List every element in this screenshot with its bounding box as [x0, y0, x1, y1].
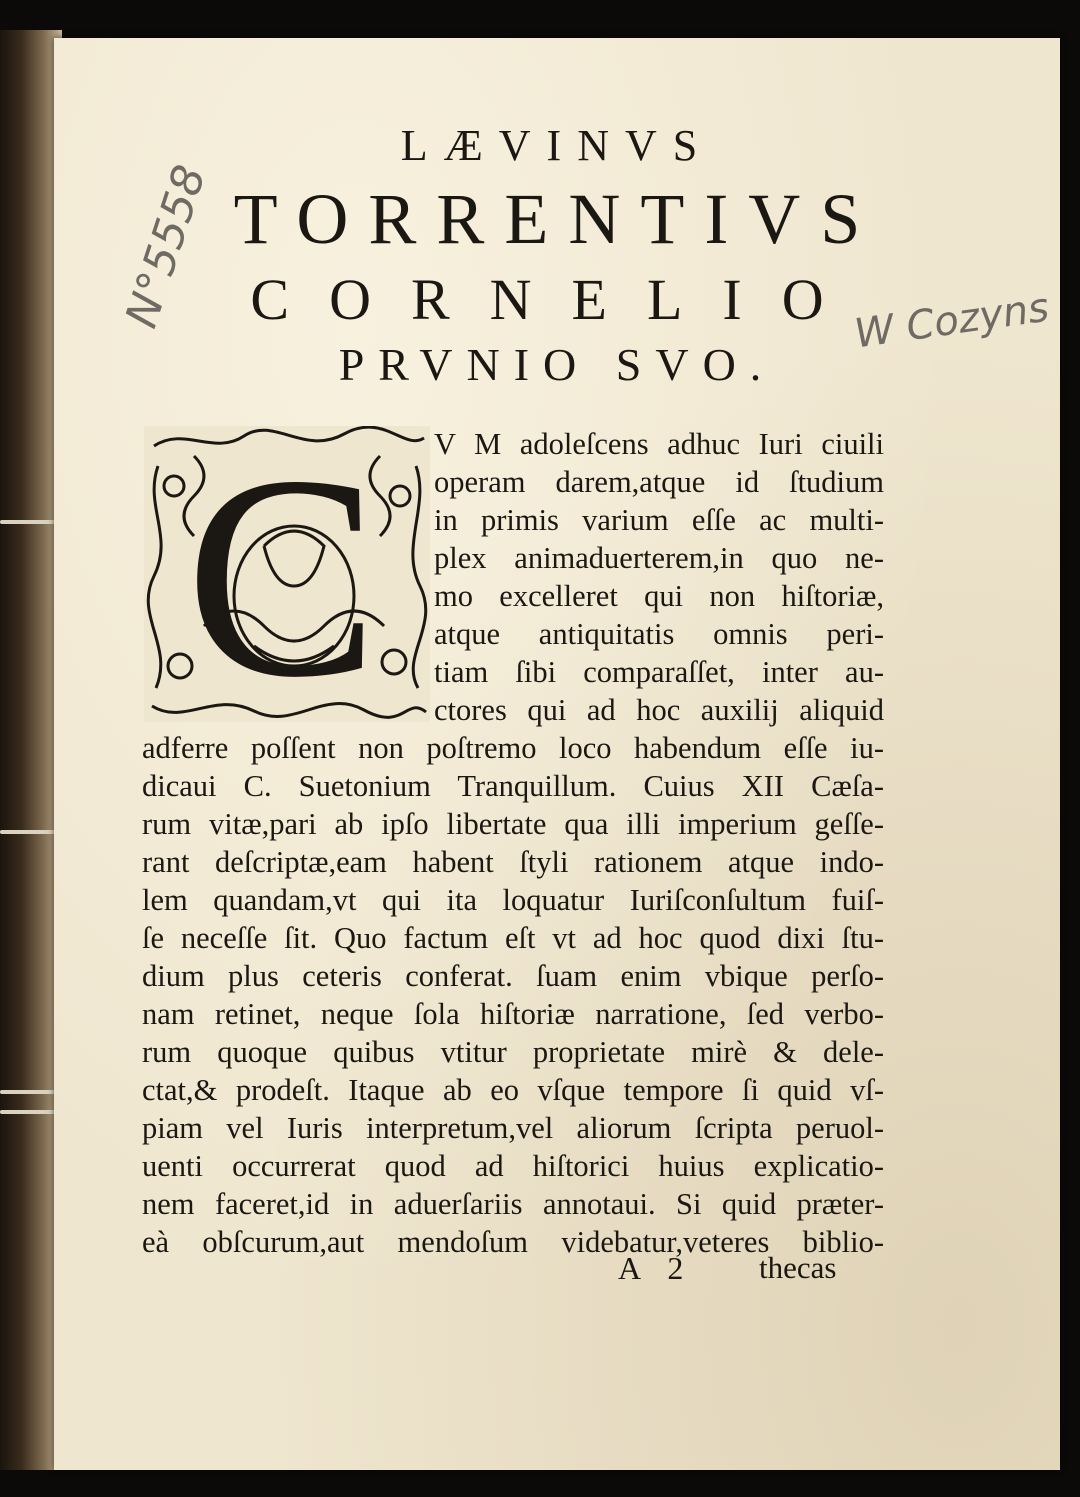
- text-line: operam darem,atque id ſtudium: [434, 465, 884, 499]
- text-line: V M adoleſcens adhuc Iuri ciuili: [434, 427, 884, 461]
- catchword: thecas: [759, 1250, 837, 1285]
- text-line: dium plus ceteris conferat. ſuam enim vbique perſo-: [142, 959, 884, 993]
- text-line: dicaui C. Suetonium Tranquillum. Cuius XII Cæſa-: [142, 769, 884, 803]
- title-line-3: CORNELIO: [250, 267, 864, 332]
- text-line: atque antiquitatis omnis peri-: [434, 617, 884, 651]
- text-line: rum vitæ,pari ab ipſo libertate qua illi imperium geſſe-: [142, 807, 884, 841]
- text-line: nem faceret,id in aduerſariis annotaui. Si quid præter-: [142, 1187, 884, 1221]
- text-line: plex animaduerterem,in quo ne-: [434, 541, 884, 575]
- handwritten-note: W Cozyns: [851, 284, 1052, 358]
- book-page: [54, 38, 1060, 1470]
- text-line: rum quoque quibus vtitur proprietate mirè & dele-: [142, 1035, 884, 1069]
- decorated-initial-c-icon: [144, 426, 430, 722]
- text-line: rant deſcriptæ,eam habent ſtyli rationem atque indo-: [142, 845, 884, 879]
- title-line-4: PRVNIO SVO.: [338, 339, 776, 390]
- text-line: ſe neceſſe ſit. Quo factum eſt vt ad hoc quod dixi ſtu-: [142, 921, 884, 955]
- title-line-1: LÆVINVS: [400, 121, 714, 170]
- binding-thread: [0, 1110, 60, 1114]
- text-line: in primis varium eſſe ac multi-: [434, 503, 884, 537]
- text-line: ctat,& prodeſt. Itaque ab eo vſque tempore ſi quid vſ-: [142, 1073, 884, 1107]
- text-line: eà obſcurum,aut mendoſum videbatur,veteres biblio-: [142, 1225, 884, 1259]
- shelfmark-note: N°5558: [116, 159, 217, 334]
- text-line: piam vel Iuris interpretum,vel aliorum ſcripta peruol-: [142, 1111, 884, 1145]
- text-line: uenti occurrerat quod ad hiſtorici huius explicatio-: [142, 1149, 884, 1183]
- book-spine: [0, 30, 62, 1470]
- text-line: ctores qui ad hoc auxilij aliquid: [434, 693, 884, 727]
- signature-mark: A 2: [618, 1250, 694, 1286]
- svg-text:C: C: [185, 426, 379, 722]
- text-line: lem quandam,vt qui ita loquatur Iuriſconſultum fuiſ-: [142, 883, 884, 917]
- title-line-2: TORRENTIVS: [233, 179, 881, 259]
- text-line: tiam ſibi comparaſſet, inter au-: [434, 655, 884, 689]
- text-line: adferre poſſent non poſtremo loco habendum eſſe iu-: [142, 731, 884, 765]
- text-line: mo excelleret qui non hiſtoriæ,: [434, 579, 884, 613]
- text-line: nam retinet, neque ſola hiſtoriæ narratione, ſed verbo-: [142, 997, 884, 1031]
